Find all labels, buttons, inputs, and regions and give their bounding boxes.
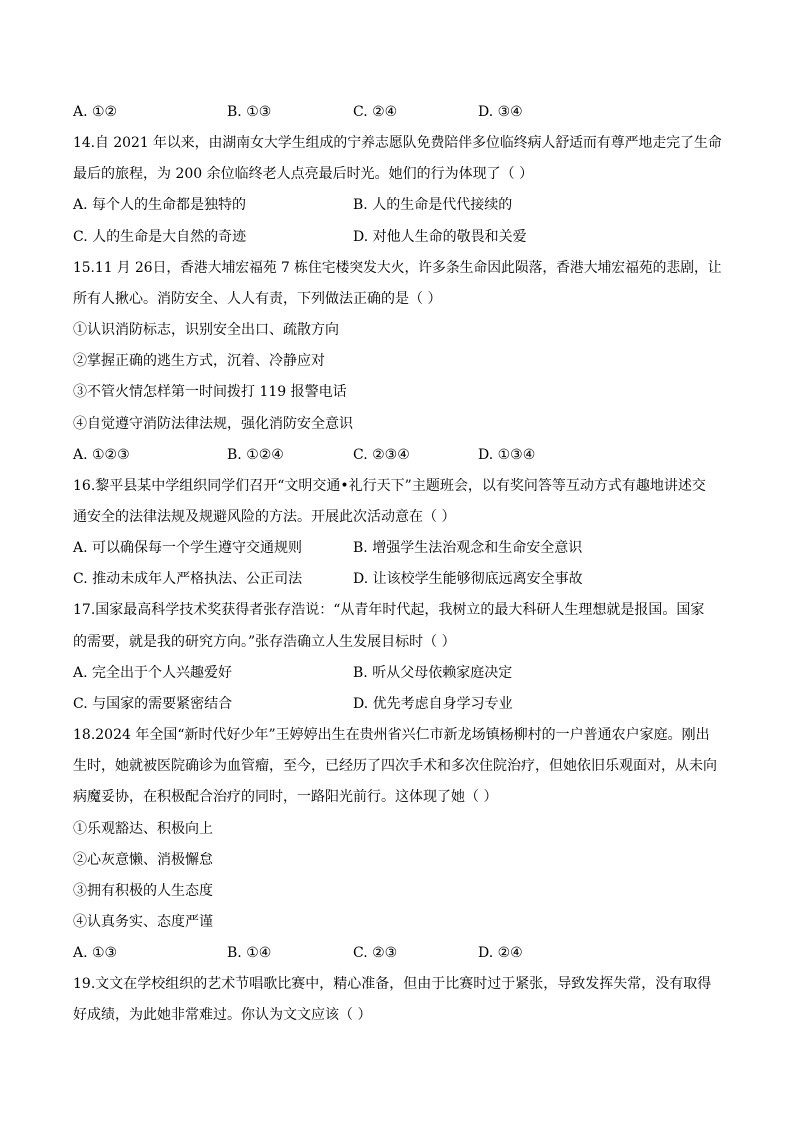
q16-stem-line-1: 16.黎平县某中学组织同学们召开“文明交通•礼行天下”主题班会，以有奖问答等互动方式有趣地讲述交 [73, 478, 706, 494]
q15-option-a: A. ①②③ [73, 447, 130, 463]
q19-stem-line-2: 好成绩，为此她非常难过。你认为文文应该（ ） [73, 1007, 372, 1023]
q14-option-b: B. 人的生命是代代接续的 [353, 197, 513, 213]
q18-item-4: ④认真务实、态度严谨 [73, 914, 213, 930]
q15-option-b: B. ①②④ [227, 447, 284, 463]
q15-stem-line-1: 15.11 月 26日，香港大埔宏福苑 7 栋住宅楼突发大火，许多条生命因此陨落，香港大埔宏福苑的悲剧，让 [73, 260, 722, 276]
q17-stem-line-2: 的需要，就是我的研究方向。”张存浩确立人生发展目标时（ ） [73, 634, 456, 650]
q15-option-c: C. ②③④ [353, 447, 410, 463]
q15-item-2: ②掌握正确的逃生方式，沉着、冷静应对 [73, 353, 325, 369]
q14-option-a: A. 每个人的生命都是独特的 [73, 197, 247, 213]
q16-stem-line-2: 通安全的法律法规及规避风险的方法。开展此次活动意在（ ） [73, 509, 456, 525]
q18-option-a: A. ①③ [73, 945, 118, 961]
q15-item-3: ③不管火情怎样第一时间拨打 119 报警电话 [73, 384, 347, 400]
q16-option-c: C. 推动未成年人严格执法、公正司法 [73, 571, 303, 587]
q18-item-2: ②心灰意懒、消极懈怠 [73, 852, 213, 868]
q18-option-d: D. ②④ [478, 945, 523, 961]
q13-option-a: A. ①② [73, 104, 118, 120]
q14-option-c: C. 人的生命是大自然的奇迹 [73, 229, 247, 245]
q14-stem-line-2: 最后的旅程，为 200 余位临终老人点亮最后时光。她们的行为体现了（ ） [73, 166, 534, 182]
q13-option-d: D. ③④ [478, 104, 523, 120]
q15-item-4: ④自觉遵守消防法律法规，强化消防安全意识 [73, 416, 353, 432]
q18-stem-line-2: 生时，她就被医院确诊为血管瘤，至今，已经历了四次手术和多次住院治疗，但她依旧乐观面对，从未向 [73, 758, 717, 774]
q13-option-b: B. ①③ [227, 104, 272, 120]
q15-option-d: D. ①③④ [478, 447, 536, 463]
q18-option-b: B. ①④ [227, 945, 272, 961]
q17-option-a: A. 完全出于个人兴趣爱好 [73, 665, 233, 681]
q15-item-1: ①认识消防标志，识别安全出口、疏散方向 [73, 322, 339, 338]
q18-stem-line-1: 18.2024 年全国“新时代好少年”王婷婷出生在贵州省兴仁市新龙场镇杨柳村的一户普通农户家庭。刚出 [73, 727, 710, 743]
q13-option-c: C. ②④ [353, 104, 398, 120]
q17-option-d: D. 优先考虑自身学习专业 [353, 696, 513, 712]
q14-option-d: D. 对他人生命的敬畏和关爱 [353, 229, 527, 245]
q18-option-c: C. ②③ [353, 945, 398, 961]
q18-item-1: ①乐观豁达、积极向上 [73, 821, 213, 837]
q17-stem-line-1: 17.国家最高科学技术奖获得者张存浩说：“从青年时代起，我树立的最大科研人生理想就是报国。国家 [73, 602, 705, 618]
q16-option-d: D. 让该校学生能够彻底远离安全事故 [353, 571, 583, 587]
q19-stem-line-1: 19.文文在学校组织的艺术节唱歌比赛中，精心准备，但由于比赛时过于紧张，导致发挥失常，没有取得 [73, 976, 712, 992]
q15-stem-line-2: 所有人揪心。消防安全、人人有责，下列做法正确的是（ ） [73, 291, 442, 307]
q16-option-b: B. 增强学生法治观念和生命安全意识 [353, 540, 583, 556]
q17-option-c: C. 与国家的需要紧密结合 [73, 696, 233, 712]
q18-item-3: ③拥有积极的人生态度 [73, 883, 213, 899]
q14-stem-line-1: 14.自 2021 年以来，由湖南女大学生组成的宁养志愿队免费陪伴多位临终病人舒适而有尊严地走完了生命 [73, 135, 722, 151]
q18-stem-line-3: 病魔妥协，在积极配合治疗的同时，一路阳光前行。这体现了她（ ） [73, 789, 498, 805]
q17-option-b: B. 听从父母依赖家庭决定 [353, 665, 513, 681]
q16-option-a: A. 可以确保每一个学生遵守交通规则 [73, 540, 303, 556]
